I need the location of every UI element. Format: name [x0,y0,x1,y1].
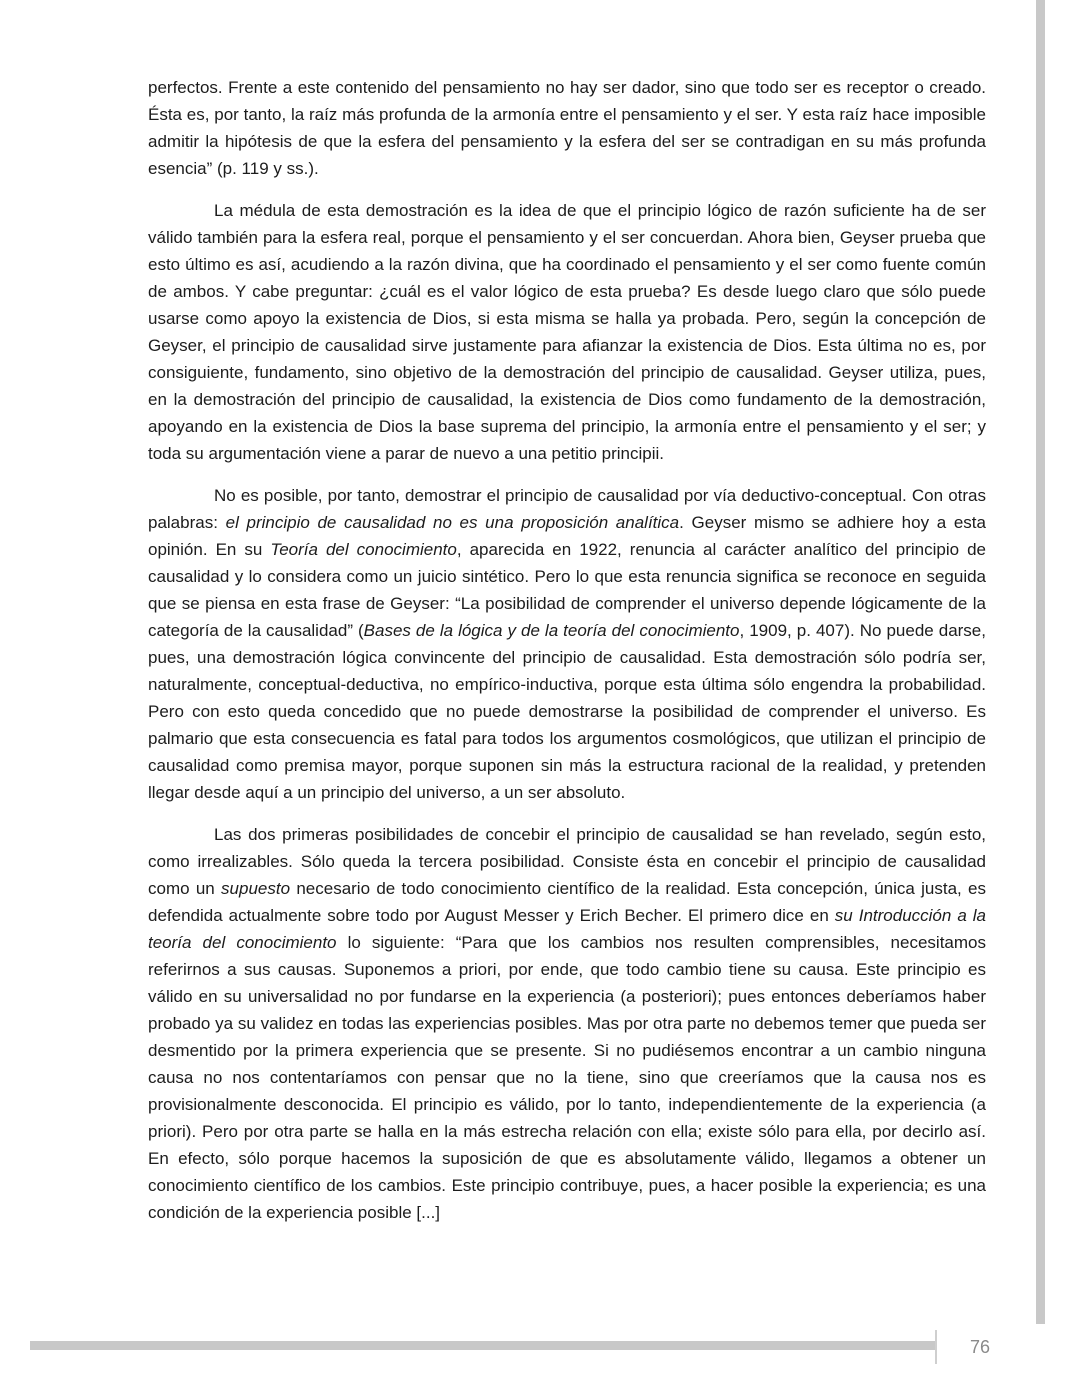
italic-text-run: Teoría del conocimiento [270,540,457,559]
text-run: No es posible, por tanto, demostrar el principio de causalidad por vía deductivo-conceptual. Con otras palabras: [148,486,986,532]
paragraph [148,74,986,182]
text-run: Las dos primeras posibilidades de concebir el principio de causalidad se han revelado, según esto, como irrealizables. Sólo queda la tercera posibilidad. Consiste ésta en concebir el principio de causalidad como un [148,825,986,898]
text-run: , aparecida en 1922, renuncia al carácter analítico del principio de causalidad y lo considera como un juicio sintético. Pero lo que esta renuncia significa se reconoce en seguida que se piensa en esta frase de Geyser: “La posibilidad de comprender el universo depende lógicamente de la categoría de la causalidad” ( [148,540,987,640]
paragraph [148,821,986,1226]
text-run: lo siguiente: “Para que los cambios nos resulten comprensibles, necesitamos referirnos a sus causas. Suponemos a priori, por ende, que todo cambio tiene su causa. Este principio es válido en su universalidad no por fundarse en la experiencia (a posteriori); pues entonces deberíamos haber probado ya su validez en todas las experiencias posibles. Mas por otra parte no debemos temer que pueda ser desmentido por la primera experiencia que se presente. Si no pudiésemos encontrar a un cambio ninguna causa no nos contentaríamos con pensar que no la tiene, sino que creeríamos que la causa nos es provisionalmente desconocida. El principio es válido, por lo tanto, independientemente de la experiencia (a priori). Pero por otra parte se halla en la más estrecha relación con ella; existe sólo para ella, por decirlo así. En efecto, sólo porque hacemos la suposición de que es absolutamente válido, llegamos a obtener un conocimiento científico de los cambios. Este principio contribuye, pues, a hacer posible la experiencia; es una condición de la experiencia posible [...] [148,933,986,1222]
text-run: La médula de esta demostración es la idea de que el principio lógico de razón suficiente ha de ser válido también para la esfera real, porque el pensamiento y el ser concuerdan. Ahora bien, Geyser prueba que esto último es así, acudiendo a la razón divina, que ha coordinado el pensamiento y el ser como fuente común de ambos. Y cabe preguntar: ¿cuál es el valor lógico de esta prueba? Es desde luego claro que sólo puede usarse como apoyo la existencia de Dios, si esta misma se halla ya probada. Pero, según la concepción de Geyser, el principio de causalidad sirve justamente para afianzar la existencia de Dios. Esta última no es, por consiguiente, fundamento, sino objetivo de la demostración del principio de causalidad. Geyser utiliza, pues, en la demostración del principio de causalidad, la existencia de Dios como fundamento de la demostración, apoyando en la existencia de Dios la base suprema del principio, la armonía entre el pensamiento y el ser; y toda su argumentación viene a parar de nuevo a una petitio principii. [148,201,986,463]
paragraph [148,482,986,806]
text-run: . Geyser mismo se adhiere hoy a esta opinión. En su [148,513,986,559]
text-run: necesario de todo conocimiento científico de la realidad. Esta concepción, única justa, es defendida actualmente sobre todo por August Messer y Erich Becher. El primero dice en [148,879,986,925]
italic-text-run: el principio de causalidad no es una proposición analítica [225,513,680,532]
italic-text-run: su Introducción a la teoría del conocimiento [148,906,987,952]
italic-text-run: supuesto [221,879,291,898]
text-run: perfectos. Frente a este contenido del pensamiento no hay ser dador, sino que todo ser es receptor o creado. Ésta es, por tanto, la raíz más profunda de la armonía entre el pensamiento y el ser. Y esta raíz hace imposible admitir la hipótesis de que la esfera del pensamiento y la esfera del ser se contradigan en su más profunda esencia” (p. 119 y ss.). [148,78,986,178]
page-border-right [1036,0,1045,1324]
page-number: 76 [969,1336,990,1357]
paragraph [148,197,986,467]
text-run: , 1909, p. 407). No puede darse, pues, una demostración lógica convincente del principio de causalidad. Esta demostración sólo podría ser, naturalmente, conceptual-deductiva, no empírico-inductiva, porque esta última sólo engendra la probabilidad. Pero con esto queda concedido que no puede demostrarse la posibilidad de comprender el universo. Es palmario que esta consecuencia es fatal para todos los argumentos cosmológicos, que utilizan el principio de causalidad como premisa mayor, porque suponen sin más la estructura racional de la realidad, y pretenden llegar desde aquí a un principio del universo, a un ser absoluto. [148,621,986,802]
body-text [148,74,986,1241]
page-border-bottom [30,1341,935,1350]
page-number-box [935,1330,1036,1364]
italic-text-run: Bases de la lógica y de la teoría del conocimiento [363,621,740,640]
